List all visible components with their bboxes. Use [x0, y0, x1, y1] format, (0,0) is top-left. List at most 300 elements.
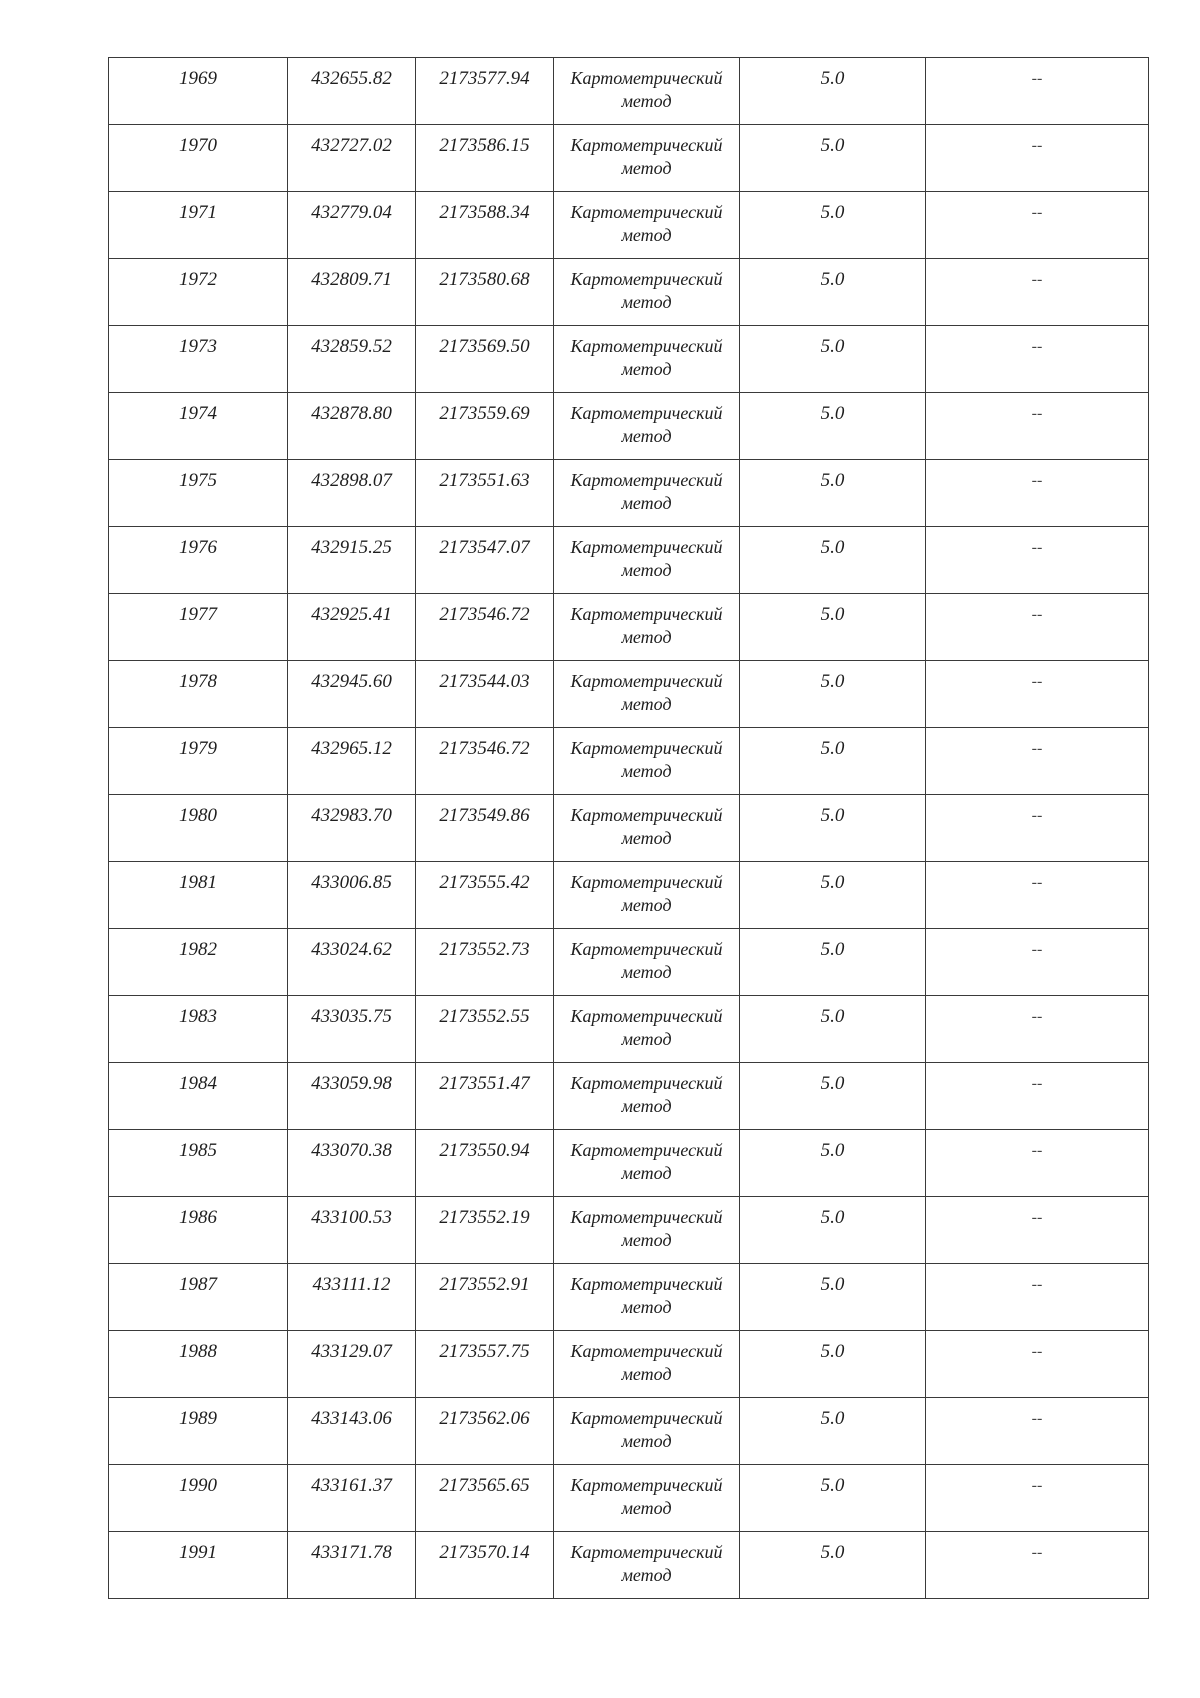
note-cell-text: -- — [1031, 539, 1043, 556]
note-cell — [926, 1532, 1149, 1599]
note-cell — [926, 1130, 1149, 1197]
point-number-cell — [109, 192, 288, 259]
note-cell — [926, 1398, 1149, 1465]
method-cell-text: Картометрический метод — [570, 604, 723, 647]
accuracy-cell — [740, 1331, 926, 1398]
note-cell-text: -- — [1031, 338, 1043, 355]
accuracy-cell-text: 5.0 — [820, 1140, 845, 1161]
y-coordinate-cell — [416, 1264, 554, 1331]
x-coordinate-cell-text: 433161.37 — [311, 1475, 392, 1496]
method-cell-text: Картометрический метод — [570, 1475, 723, 1518]
x-coordinate-cell-text: 432898.07 — [311, 470, 392, 491]
method-cell — [554, 1197, 740, 1264]
method-cell — [554, 929, 740, 996]
note-cell-text: -- — [1031, 1075, 1043, 1092]
accuracy-cell-text: 5.0 — [820, 872, 845, 893]
method-cell-text: Картометрический метод — [570, 738, 723, 781]
point-number-cell — [109, 58, 288, 125]
y-coordinate-cell — [416, 326, 554, 393]
x-coordinate-cell-text: 433143.06 — [311, 1408, 392, 1429]
accuracy-cell — [740, 58, 926, 125]
point-number-cell-text: 1972 — [179, 269, 217, 290]
table-row — [109, 326, 1149, 393]
point-number-cell — [109, 862, 288, 929]
point-number-cell-text: 1970 — [179, 135, 217, 156]
point-number-cell-text: 1979 — [179, 738, 217, 759]
x-coordinate-cell — [288, 125, 416, 192]
table-row — [109, 1465, 1149, 1532]
point-number-cell-text: 1982 — [179, 939, 217, 960]
accuracy-cell — [740, 795, 926, 862]
method-cell-text: Картометрический метод — [570, 671, 723, 714]
note-cell-text: -- — [1031, 1343, 1043, 1360]
x-coordinate-cell-text: 432779.04 — [311, 202, 392, 223]
y-coordinate-cell-text: 2173569.50 — [439, 336, 530, 357]
accuracy-cell-text: 5.0 — [820, 1274, 845, 1295]
accuracy-cell — [740, 1264, 926, 1331]
x-coordinate-cell — [288, 259, 416, 326]
accuracy-cell — [740, 1532, 926, 1599]
point-number-cell-text: 1974 — [179, 403, 217, 424]
x-coordinate-cell — [288, 996, 416, 1063]
y-coordinate-cell — [416, 259, 554, 326]
method-cell-text: Картометрический метод — [570, 1408, 723, 1451]
x-coordinate-cell — [288, 460, 416, 527]
x-coordinate-cell-text: 432983.70 — [311, 805, 392, 826]
accuracy-cell-text: 5.0 — [820, 1073, 845, 1094]
accuracy-cell-text: 5.0 — [820, 1006, 845, 1027]
note-cell-text: -- — [1031, 740, 1043, 757]
y-coordinate-cell-text: 2173546.72 — [439, 738, 530, 759]
point-number-cell — [109, 1532, 288, 1599]
note-cell — [926, 862, 1149, 929]
table-row — [109, 1264, 1149, 1331]
table-row — [109, 527, 1149, 594]
note-cell — [926, 929, 1149, 996]
accuracy-cell-text: 5.0 — [820, 1542, 845, 1563]
table-row — [109, 393, 1149, 460]
accuracy-cell — [740, 661, 926, 728]
table-row — [109, 594, 1149, 661]
method-cell-text: Картометрический метод — [570, 1140, 723, 1183]
y-coordinate-cell — [416, 1063, 554, 1130]
y-coordinate-cell-text: 2173555.42 — [439, 872, 530, 893]
y-coordinate-cell-text: 2173551.63 — [439, 470, 530, 491]
y-coordinate-cell — [416, 862, 554, 929]
x-coordinate-cell-text: 432915.25 — [311, 537, 392, 558]
accuracy-cell — [740, 527, 926, 594]
method-cell-text: Картометрический метод — [570, 1006, 723, 1049]
note-cell — [926, 259, 1149, 326]
x-coordinate-cell-text: 433070.38 — [311, 1140, 392, 1161]
y-coordinate-cell — [416, 1197, 554, 1264]
note-cell-text: -- — [1031, 1477, 1043, 1494]
note-cell-text: -- — [1031, 271, 1043, 288]
x-coordinate-cell — [288, 661, 416, 728]
y-coordinate-cell-text: 2173577.94 — [439, 68, 530, 89]
accuracy-cell-text: 5.0 — [820, 202, 845, 223]
x-coordinate-cell-text: 432809.71 — [311, 269, 392, 290]
note-cell — [926, 1264, 1149, 1331]
x-coordinate-cell — [288, 1331, 416, 1398]
method-cell — [554, 594, 740, 661]
note-cell-text: -- — [1031, 137, 1043, 154]
method-cell — [554, 1465, 740, 1532]
method-cell-text: Картометрический метод — [570, 403, 723, 446]
y-coordinate-cell-text: 2173552.73 — [439, 939, 530, 960]
point-number-cell — [109, 1264, 288, 1331]
point-number-cell-text: 1984 — [179, 1073, 217, 1094]
accuracy-cell-text: 5.0 — [820, 470, 845, 491]
y-coordinate-cell — [416, 1331, 554, 1398]
note-cell — [926, 996, 1149, 1063]
method-cell-text: Картометрический метод — [570, 135, 723, 178]
y-coordinate-cell-text: 2173552.55 — [439, 1006, 530, 1027]
y-coordinate-cell — [416, 1130, 554, 1197]
table-row — [109, 996, 1149, 1063]
x-coordinate-cell-text: 432965.12 — [311, 738, 392, 759]
table-row — [109, 1197, 1149, 1264]
y-coordinate-cell-text: 2173547.07 — [439, 537, 530, 558]
y-coordinate-cell-text: 2173559.69 — [439, 403, 530, 424]
note-cell-text: -- — [1031, 70, 1043, 87]
y-coordinate-cell-text: 2173552.91 — [439, 1274, 530, 1295]
point-number-cell-text: 1981 — [179, 872, 217, 893]
point-number-cell — [109, 1465, 288, 1532]
x-coordinate-cell-text: 433059.98 — [311, 1073, 392, 1094]
point-number-cell — [109, 1197, 288, 1264]
method-cell — [554, 1264, 740, 1331]
accuracy-cell — [740, 460, 926, 527]
method-cell-text: Картометрический метод — [570, 202, 723, 245]
point-number-cell-text: 1980 — [179, 805, 217, 826]
x-coordinate-cell-text: 432727.02 — [311, 135, 392, 156]
accuracy-cell — [740, 1197, 926, 1264]
note-cell-text: -- — [1031, 1276, 1043, 1293]
x-coordinate-cell — [288, 728, 416, 795]
note-cell — [926, 1331, 1149, 1398]
point-number-cell — [109, 1130, 288, 1197]
table-row — [109, 661, 1149, 728]
y-coordinate-cell-text: 2173562.06 — [439, 1408, 530, 1429]
method-cell — [554, 728, 740, 795]
note-cell — [926, 1197, 1149, 1264]
note-cell-text: -- — [1031, 941, 1043, 958]
table-row — [109, 728, 1149, 795]
accuracy-cell-text: 5.0 — [820, 671, 845, 692]
point-number-cell-text: 1969 — [179, 68, 217, 89]
note-cell-text: -- — [1031, 1410, 1043, 1427]
x-coordinate-cell-text: 432655.82 — [311, 68, 392, 89]
note-cell-text: -- — [1031, 1209, 1043, 1226]
note-cell — [926, 594, 1149, 661]
x-coordinate-cell — [288, 1465, 416, 1532]
table-row — [109, 460, 1149, 527]
method-cell-text: Картометрический метод — [570, 1341, 723, 1384]
method-cell — [554, 460, 740, 527]
method-cell — [554, 326, 740, 393]
point-number-cell — [109, 1331, 288, 1398]
x-coordinate-cell — [288, 58, 416, 125]
point-number-cell-text: 1976 — [179, 537, 217, 558]
method-cell — [554, 1532, 740, 1599]
table-row — [109, 862, 1149, 929]
x-coordinate-cell — [288, 1532, 416, 1599]
note-cell-text: -- — [1031, 204, 1043, 221]
table-row — [109, 1063, 1149, 1130]
y-coordinate-cell — [416, 929, 554, 996]
point-number-cell-text: 1978 — [179, 671, 217, 692]
table-row — [109, 58, 1149, 125]
accuracy-cell-text: 5.0 — [820, 1475, 845, 1496]
point-number-cell-text: 1989 — [179, 1408, 217, 1429]
accuracy-cell — [740, 1130, 926, 1197]
accuracy-cell — [740, 125, 926, 192]
y-coordinate-cell — [416, 1465, 554, 1532]
y-coordinate-cell — [416, 728, 554, 795]
accuracy-cell-text: 5.0 — [820, 68, 845, 89]
x-coordinate-cell — [288, 795, 416, 862]
method-cell — [554, 1063, 740, 1130]
note-cell — [926, 460, 1149, 527]
x-coordinate-cell — [288, 1197, 416, 1264]
x-coordinate-cell-text: 432945.60 — [311, 671, 392, 692]
y-coordinate-cell-text: 2173549.86 — [439, 805, 530, 826]
y-coordinate-cell — [416, 1398, 554, 1465]
point-number-cell — [109, 460, 288, 527]
method-cell-text: Картометрический метод — [570, 537, 723, 580]
note-cell-text: -- — [1031, 472, 1043, 489]
method-cell-text: Картометрический метод — [570, 939, 723, 982]
x-coordinate-cell-text: 433111.12 — [312, 1274, 391, 1295]
method-cell-text: Картометрический метод — [570, 805, 723, 848]
x-coordinate-cell-text: 433024.62 — [311, 939, 392, 960]
method-cell — [554, 1331, 740, 1398]
method-cell — [554, 1130, 740, 1197]
accuracy-cell — [740, 192, 926, 259]
point-number-cell — [109, 125, 288, 192]
table-row — [109, 795, 1149, 862]
coordinates-table — [108, 57, 1149, 1599]
note-cell — [926, 1465, 1149, 1532]
y-coordinate-cell — [416, 125, 554, 192]
x-coordinate-cell — [288, 192, 416, 259]
accuracy-cell-text: 5.0 — [820, 1207, 845, 1228]
table-row — [109, 1532, 1149, 1599]
note-cell-text: -- — [1031, 1008, 1043, 1025]
method-cell-text: Картометрический метод — [570, 1073, 723, 1116]
method-cell — [554, 192, 740, 259]
note-cell — [926, 527, 1149, 594]
point-number-cell — [109, 661, 288, 728]
method-cell-text: Картометрический метод — [570, 336, 723, 379]
method-cell-text: Картометрический метод — [570, 269, 723, 312]
note-cell — [926, 192, 1149, 259]
note-cell-text: -- — [1031, 1544, 1043, 1561]
method-cell-text: Картометрический метод — [570, 470, 723, 513]
accuracy-cell — [740, 862, 926, 929]
x-coordinate-cell — [288, 1264, 416, 1331]
table-row — [109, 259, 1149, 326]
point-number-cell-text: 1971 — [179, 202, 217, 223]
x-coordinate-cell-text: 433006.85 — [311, 872, 392, 893]
x-coordinate-cell-text: 432859.52 — [311, 336, 392, 357]
x-coordinate-cell — [288, 326, 416, 393]
point-number-cell-text: 1977 — [179, 604, 217, 625]
accuracy-cell — [740, 259, 926, 326]
note-cell — [926, 393, 1149, 460]
accuracy-cell-text: 5.0 — [820, 1341, 845, 1362]
accuracy-cell-text: 5.0 — [820, 939, 845, 960]
x-coordinate-cell-text: 433035.75 — [311, 1006, 392, 1027]
x-coordinate-cell — [288, 862, 416, 929]
point-number-cell — [109, 594, 288, 661]
point-number-cell — [109, 929, 288, 996]
point-number-cell — [109, 393, 288, 460]
method-cell — [554, 393, 740, 460]
accuracy-cell — [740, 929, 926, 996]
y-coordinate-cell — [416, 460, 554, 527]
point-number-cell-text: 1990 — [179, 1475, 217, 1496]
table-row — [109, 1398, 1149, 1465]
accuracy-cell-text: 5.0 — [820, 537, 845, 558]
note-cell — [926, 125, 1149, 192]
x-coordinate-cell — [288, 1130, 416, 1197]
y-coordinate-cell — [416, 594, 554, 661]
accuracy-cell-text: 5.0 — [820, 403, 845, 424]
x-coordinate-cell — [288, 393, 416, 460]
accuracy-cell-text: 5.0 — [820, 336, 845, 357]
note-cell-text: -- — [1031, 673, 1043, 690]
y-coordinate-cell-text: 2173552.19 — [439, 1207, 530, 1228]
point-number-cell-text: 1983 — [179, 1006, 217, 1027]
method-cell-text: Картометрический метод — [570, 1207, 723, 1250]
method-cell — [554, 259, 740, 326]
accuracy-cell-text: 5.0 — [820, 135, 845, 156]
y-coordinate-cell-text: 2173565.65 — [439, 1475, 530, 1496]
table-row — [109, 192, 1149, 259]
note-cell — [926, 58, 1149, 125]
point-number-cell — [109, 996, 288, 1063]
x-coordinate-cell-text: 433100.53 — [311, 1207, 392, 1228]
y-coordinate-cell — [416, 58, 554, 125]
y-coordinate-cell — [416, 795, 554, 862]
point-number-cell — [109, 326, 288, 393]
accuracy-cell — [740, 728, 926, 795]
y-coordinate-cell — [416, 393, 554, 460]
note-cell — [926, 728, 1149, 795]
method-cell-text: Картометрический метод — [570, 68, 723, 111]
x-coordinate-cell-text: 433171.78 — [311, 1542, 392, 1563]
method-cell — [554, 1398, 740, 1465]
point-number-cell — [109, 795, 288, 862]
accuracy-cell — [740, 594, 926, 661]
table-row — [109, 929, 1149, 996]
point-number-cell-text: 1988 — [179, 1341, 217, 1362]
table-row — [109, 1130, 1149, 1197]
y-coordinate-cell-text: 2173551.47 — [439, 1073, 530, 1094]
accuracy-cell — [740, 1063, 926, 1130]
point-number-cell-text: 1986 — [179, 1207, 217, 1228]
method-cell-text: Картометрический метод — [570, 1542, 723, 1585]
point-number-cell — [109, 1063, 288, 1130]
point-number-cell — [109, 259, 288, 326]
method-cell — [554, 125, 740, 192]
point-number-cell-text: 1975 — [179, 470, 217, 491]
accuracy-cell-text: 5.0 — [820, 805, 845, 826]
method-cell — [554, 661, 740, 728]
y-coordinate-cell — [416, 527, 554, 594]
method-cell-text: Картометрический метод — [570, 1274, 723, 1317]
method-cell — [554, 795, 740, 862]
y-coordinate-cell-text: 2173544.03 — [439, 671, 530, 692]
note-cell-text: -- — [1031, 807, 1043, 824]
table-row — [109, 125, 1149, 192]
point-number-cell — [109, 728, 288, 795]
note-cell-text: -- — [1031, 1142, 1043, 1159]
x-coordinate-cell — [288, 594, 416, 661]
x-coordinate-cell — [288, 929, 416, 996]
note-cell-text: -- — [1031, 405, 1043, 422]
method-cell-text: Картометрический метод — [570, 872, 723, 915]
y-coordinate-cell-text: 2173550.94 — [439, 1140, 530, 1161]
note-cell — [926, 1063, 1149, 1130]
x-coordinate-cell — [288, 1398, 416, 1465]
method-cell — [554, 862, 740, 929]
y-coordinate-cell-text: 2173557.75 — [439, 1341, 530, 1362]
method-cell — [554, 58, 740, 125]
y-coordinate-cell — [416, 192, 554, 259]
note-cell-text: -- — [1031, 874, 1043, 891]
accuracy-cell-text: 5.0 — [820, 604, 845, 625]
y-coordinate-cell — [416, 1532, 554, 1599]
x-coordinate-cell-text: 432878.80 — [311, 403, 392, 424]
note-cell-text: -- — [1031, 606, 1043, 623]
point-number-cell-text: 1987 — [179, 1274, 217, 1295]
x-coordinate-cell-text: 433129.07 — [311, 1341, 392, 1362]
y-coordinate-cell-text: 2173588.34 — [439, 202, 530, 223]
note-cell — [926, 326, 1149, 393]
y-coordinate-cell-text: 2173546.72 — [439, 604, 530, 625]
accuracy-cell — [740, 326, 926, 393]
point-number-cell-text: 1973 — [179, 336, 217, 357]
accuracy-cell — [740, 1398, 926, 1465]
y-coordinate-cell — [416, 661, 554, 728]
y-coordinate-cell-text: 2173586.15 — [439, 135, 530, 156]
point-number-cell — [109, 1398, 288, 1465]
method-cell — [554, 996, 740, 1063]
accuracy-cell — [740, 393, 926, 460]
coordinates-table-body — [109, 58, 1149, 1599]
point-number-cell — [109, 527, 288, 594]
accuracy-cell-text: 5.0 — [820, 1408, 845, 1429]
point-number-cell-text: 1985 — [179, 1140, 217, 1161]
accuracy-cell-text: 5.0 — [820, 269, 845, 290]
accuracy-cell — [740, 996, 926, 1063]
point-number-cell-text: 1991 — [179, 1542, 217, 1563]
y-coordinate-cell-text: 2173580.68 — [439, 269, 530, 290]
x-coordinate-cell-text: 432925.41 — [311, 604, 392, 625]
note-cell — [926, 795, 1149, 862]
note-cell — [926, 661, 1149, 728]
method-cell — [554, 527, 740, 594]
x-coordinate-cell — [288, 1063, 416, 1130]
x-coordinate-cell — [288, 527, 416, 594]
accuracy-cell-text: 5.0 — [820, 738, 845, 759]
accuracy-cell — [740, 1465, 926, 1532]
y-coordinate-cell-text: 2173570.14 — [439, 1542, 530, 1563]
table-row — [109, 1331, 1149, 1398]
